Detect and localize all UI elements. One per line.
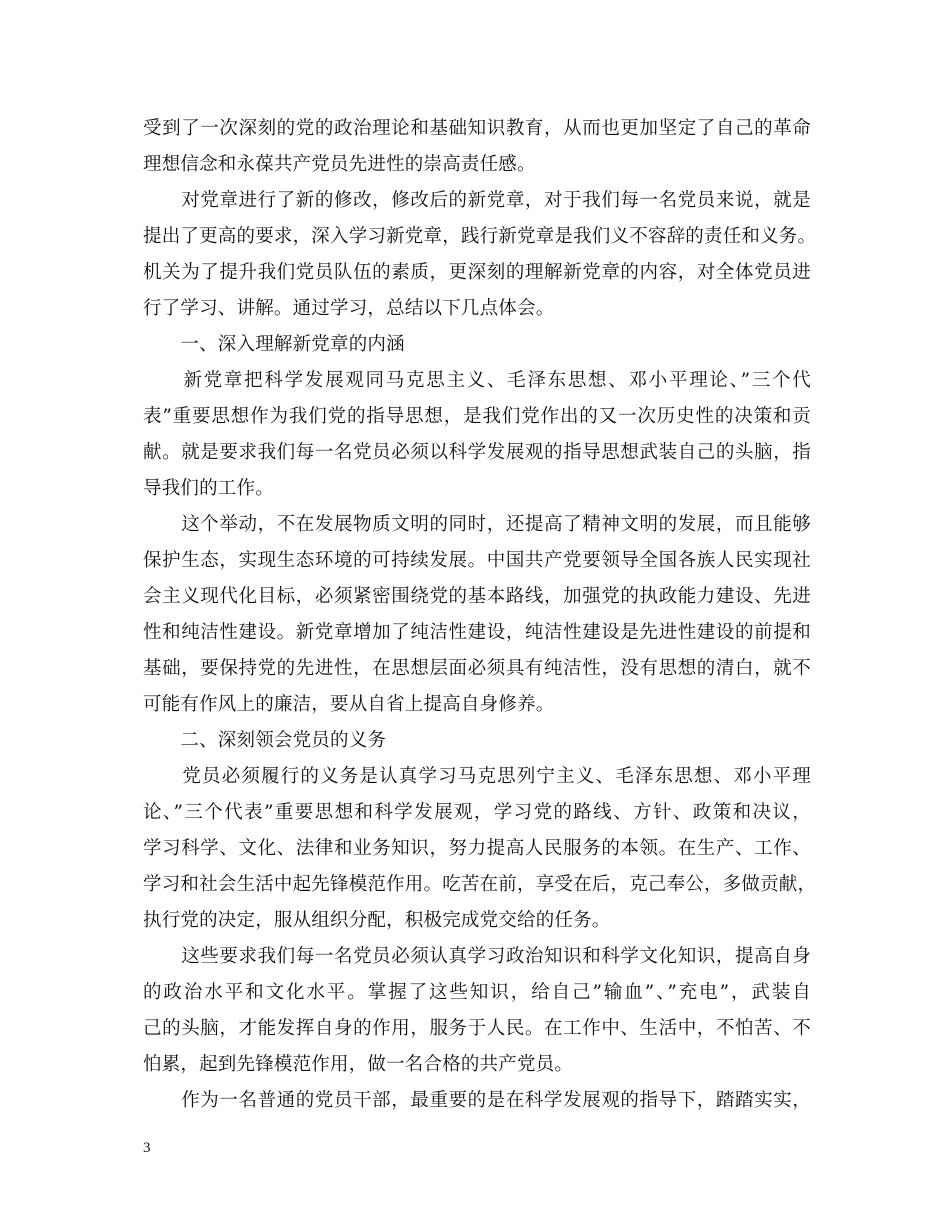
- body-text-line: 性和纯洁性建设。新党章增加了纯洁性建设，纯洁性建设是先进性建设的前提和: [143, 622, 811, 643]
- body-text-line: 提出了更高的要求，深入学习新党章，践行新党章是我们义不容辞的责任和义务。: [143, 226, 817, 247]
- page-number: 3: [143, 1140, 151, 1156]
- body-text-line: 表”重要思想作为我们党的指导思想，是我们党作出的又一次历史性的决策和贡: [143, 406, 811, 427]
- body-text-line: 可能有作风上的廉洁，要从自省上提高自身修养。: [143, 694, 555, 715]
- body-text-line: 这些要求我们每一名党员必须认真学习政治知识和科学文化知识，提高自身: [143, 946, 811, 967]
- body-text-line: 怕累，起到先锋模范作用，做一名合格的共产党员。: [143, 1054, 574, 1075]
- body-text-line: 导我们的工作。: [143, 478, 274, 499]
- body-text-line: 会主义现代化目标，必须紧密围绕党的基本路线，加强党的执政能力建设、先进: [143, 586, 811, 607]
- body-text-line: 这个举动，不在发展物质文明的同时，还提高了精神文明的发展，而且能够: [143, 514, 811, 535]
- body-text-line: 受到了一次深刻的党的政治理论和基础知识教育，从而也更加坚定了自己的革命: [143, 118, 811, 139]
- body-text-line: 己的头脑，才能发挥自身的作用，服务于人民。在工作中、生活中，不怕苦、不: [143, 1018, 811, 1039]
- section-heading: 二、深刻领会党员的义务: [143, 730, 387, 751]
- body-text-line: 献。就是要求我们每一名党员必须以科学发展观的指导思想武装自己的头脑，指: [143, 442, 811, 463]
- section-heading: 一、深入理解新党章的内涵: [143, 334, 405, 355]
- body-text-line: 行了学习、讲解。通过学习，总结以下几点体会。: [143, 298, 555, 319]
- body-text-line: 执行党的决定，服从组织分配，积极完成党交给的任务。: [143, 910, 611, 931]
- body-text-line: 基础，要保持党的先进性，在思想层面必须具有纯洁性，没有思想的清白，就不: [143, 658, 811, 679]
- body-text-line: 新党章把科学发展观同马克思主义、毛泽东思想、邓小平理论、”三个代: [143, 370, 811, 391]
- body-text-line: 论、”三个代表”重要思想和科学发展观，学习党的路线、方针、政策和决议，: [143, 802, 811, 823]
- body-text-line: 的政治水平和文化水平。掌握了这些知识，给自己”输血”、”充电”，武装自: [143, 982, 811, 1003]
- body-text-line: 理想信念和永葆共产党员先进性的崇高责任感。: [143, 154, 536, 175]
- body-text-line: 学习科学、文化、法律和业务知识，努力提高人民服务的本领。在生产、工作、: [143, 838, 811, 859]
- body-text-line: 保护生态，实现生态环境的可持续发展。中国共产党要领导全国各族人民实现社: [143, 550, 811, 571]
- body-text-line: 学习和社会生活中起先锋模范作用。吃苦在前，享受在后，克己奉公，多做贡献，: [143, 874, 817, 895]
- body-text-line: 对党章进行了新的修改，修改后的新党章，对于我们每一名党员来说，就是: [143, 190, 811, 211]
- body-text-line: 党员必须履行的义务是认真学习马克思列宁主义、毛泽东思想、邓小平理: [143, 766, 811, 787]
- body-text-line: 作为一名普通的党员干部，最重要的是在科学发展观的指导下，踏踏实实，: [143, 1090, 811, 1111]
- body-text-line: 机关为了提升我们党员队伍的素质，更深刻的理解新党章的内容，对全体党员进: [143, 262, 811, 283]
